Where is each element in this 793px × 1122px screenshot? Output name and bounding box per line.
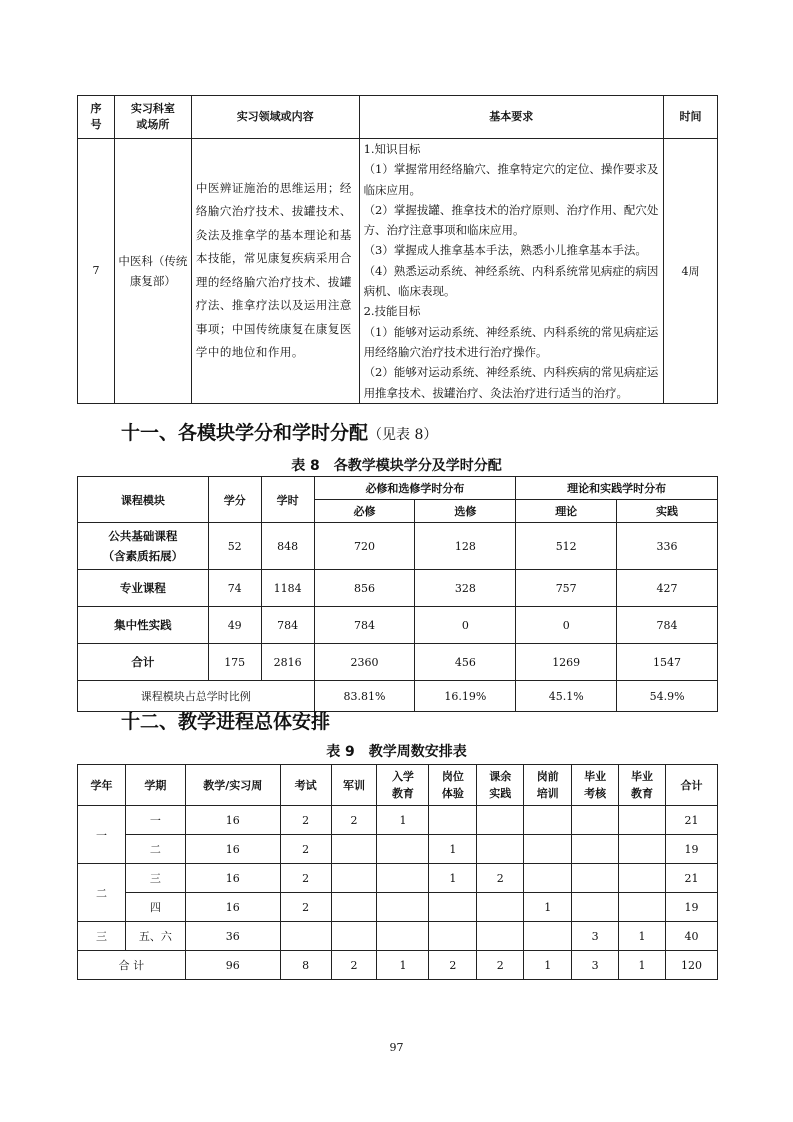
ratio-elective: 16.19% [415, 681, 516, 712]
table-total-row [78, 644, 718, 681]
table-total-row [78, 951, 718, 980]
row-cell: 19 [666, 893, 718, 922]
ratio-practice: 54.9% [617, 681, 718, 712]
header-module: 课程模块 [78, 477, 209, 523]
total-cell: 8 [280, 951, 331, 980]
row-cell [377, 835, 429, 864]
page-number: 97 [389, 1041, 404, 1054]
row-cell: 1 [429, 864, 477, 893]
req-line: （1）能够对运动系统、神经系统、内科系统的常见病症运用经络腧穴治疗技术进行治疗操作。 [363, 324, 659, 359]
row-cell: 2 [477, 864, 524, 893]
row-elective: 0 [415, 607, 516, 644]
header-military-training: 军训 [331, 765, 377, 806]
row-cell [377, 922, 429, 951]
ratio-theory: 45.1% [516, 681, 617, 712]
row-elective: 456 [415, 644, 516, 681]
row-theory: 512 [516, 523, 617, 570]
table-header-row [78, 765, 718, 806]
row-cell [331, 893, 377, 922]
row-cell [524, 922, 572, 951]
row-cell [477, 835, 524, 864]
row-elective: 128 [415, 523, 516, 570]
row-cell [619, 864, 666, 893]
table-header-row [78, 96, 718, 139]
row-cell: 21 [666, 864, 718, 893]
row-practice: 784 [617, 607, 718, 644]
header-exam: 考试 [280, 765, 331, 806]
header-pre-job-training: 岗前 培训 [524, 765, 572, 806]
table-header-row [78, 477, 718, 500]
row-credits: 49 [208, 607, 261, 644]
row-cell: 1 [524, 893, 572, 922]
table-row [78, 607, 718, 644]
row-cell: 2 [331, 806, 377, 835]
row-hours: 2816 [261, 644, 314, 681]
table-row [78, 922, 718, 951]
row-cell [477, 806, 524, 835]
row-cell: 2 [280, 864, 331, 893]
header-group-required-elective: 必修和选修学时分布 [314, 477, 516, 500]
teaching-weeks-table [77, 764, 718, 980]
row-cell: 16 [185, 835, 280, 864]
header-dept: 实习科室 或场所 [114, 96, 191, 139]
table-9-caption: 表 9 教学周数安排表 [326, 744, 467, 760]
row-no: 7 [78, 139, 115, 404]
row-year: 一 [78, 806, 126, 864]
header-group-theory-practice: 理论和实践学时分布 [516, 477, 718, 500]
row-cell [331, 864, 377, 893]
row-theory: 0 [516, 607, 617, 644]
header-practice: 实践 [617, 500, 718, 523]
req-line: （4）熟悉运动系统、神经系统、内科系统常见病症的病因病机、临床表现。 [363, 263, 659, 299]
row-cell: 2 [280, 893, 331, 922]
row-cell: 3 [572, 922, 619, 951]
req-line: （3）掌握成人推拿基本手法，熟悉小儿推拿基本手法。 [363, 243, 647, 258]
header-hours: 学时 [261, 477, 314, 523]
total-cell: 1 [524, 951, 572, 980]
section-11-note: （见表 8） [368, 427, 438, 443]
row-cell: 16 [185, 864, 280, 893]
ratio-required: 83.81% [314, 681, 415, 712]
row-time: 4周 [664, 139, 718, 404]
row-cell: 19 [666, 835, 718, 864]
row-cell [280, 922, 331, 951]
header-credits: 学分 [208, 477, 261, 523]
row-cell: 2 [280, 806, 331, 835]
header-extracurricular-practice: 课余 实践 [477, 765, 524, 806]
table-row [78, 139, 718, 404]
row-term: 三 [125, 864, 185, 893]
row-year: 三 [78, 922, 126, 951]
row-cell: 2 [280, 835, 331, 864]
row-content: 中医辨证施治的思维运用；经络腧穴治疗技术、拔罐技术、灸法及推拿学的基本理论和基本技能，常见康复疾病采用合理的经络腧穴治疗技术、拔罐疗法、推拿疗法以及运用注意事项；中国传统康复在康复医学中的地位和作用。 [191, 139, 359, 404]
row-theory: 757 [516, 570, 617, 607]
total-cell: 1 [619, 951, 666, 980]
header-theory: 理论 [516, 500, 617, 523]
row-hours: 784 [261, 607, 314, 644]
row-theory: 1269 [516, 644, 617, 681]
row-requirements [359, 139, 663, 404]
header-job-experience: 岗位 体验 [429, 765, 477, 806]
header-requirements: 基本要求 [359, 96, 663, 139]
header-total: 合计 [666, 765, 718, 806]
row-hours: 1184 [261, 570, 314, 607]
row-credits: 52 [208, 523, 261, 570]
row-cell [429, 893, 477, 922]
row-term: 五、六 [125, 922, 185, 951]
header-time: 时间 [664, 96, 718, 139]
row-elective: 328 [415, 570, 516, 607]
table-row [78, 523, 718, 570]
row-practice: 1547 [617, 644, 718, 681]
row-cell [477, 922, 524, 951]
header-year: 学年 [78, 765, 126, 806]
header-graduation-education: 毕业 教育 [619, 765, 666, 806]
total-cell: 120 [666, 951, 718, 980]
section-11-heading: 十一、各模块学分和学时分配（见表 8） [121, 422, 438, 444]
row-cell [377, 893, 429, 922]
row-required: 2360 [314, 644, 415, 681]
row-cell [572, 806, 619, 835]
total-cell: 2 [429, 951, 477, 980]
total-cell: 1 [377, 951, 429, 980]
row-credits: 74 [208, 570, 261, 607]
total-cell: 96 [185, 951, 280, 980]
row-practice: 427 [617, 570, 718, 607]
row-term: 一 [125, 806, 185, 835]
row-cell [331, 835, 377, 864]
header-elective: 选修 [415, 500, 516, 523]
module-credits-table [77, 476, 718, 712]
total-cell: 2 [477, 951, 524, 980]
req-line: 2.技能目标 [363, 304, 421, 319]
row-cell [572, 835, 619, 864]
row-cell [429, 806, 477, 835]
table-8-caption: 表 8 各教学模块学分及学时分配 [291, 458, 502, 474]
header-content: 实习领域或内容 [191, 96, 359, 139]
req-line: （1）掌握常用经络腧穴、推拿特定穴的定位、操作要求及临床应用。 [363, 162, 659, 197]
row-credits: 175 [208, 644, 261, 681]
row-cell [572, 864, 619, 893]
row-cell [619, 835, 666, 864]
header-no: 序 号 [78, 96, 115, 139]
table-row [78, 570, 718, 607]
req-line: 1.知识目标 [363, 142, 421, 156]
table-row [78, 864, 718, 893]
row-module: 合计 [78, 644, 209, 681]
header-term: 学期 [125, 765, 185, 806]
header-entrance-education: 入学 教育 [377, 765, 429, 806]
row-cell [524, 835, 572, 864]
row-required: 784 [314, 607, 415, 644]
row-cell: 36 [185, 922, 280, 951]
ratio-label: 课程模块占总学时比例 [78, 681, 315, 712]
row-cell: 16 [185, 893, 280, 922]
row-module: 专业课程 [78, 570, 209, 607]
row-module: 公共基础课程 （含素质拓展） [78, 523, 209, 570]
req-line: （2）掌握拔罐、推拿技术的治疗原则、治疗作用、配穴处方、治疗注意事项和临床应用。 [363, 202, 659, 238]
header-required: 必修 [314, 500, 415, 523]
row-year: 二 [78, 864, 126, 922]
row-cell [524, 806, 572, 835]
total-cell: 3 [572, 951, 619, 980]
total-cell: 2 [331, 951, 377, 980]
row-cell: 40 [666, 922, 718, 951]
row-cell [331, 922, 377, 951]
row-cell [477, 893, 524, 922]
row-required: 720 [314, 523, 415, 570]
req-line: （2）能够对运动系统、神经系统、内科疾病的常见病症运用推拿技术、拔罐治疗、灸法治疗进行适当的治疗。 [363, 365, 659, 400]
row-practice: 336 [617, 523, 718, 570]
row-dept: 中医科（传统康复部） [114, 139, 191, 404]
row-cell [377, 864, 429, 893]
header-teaching-weeks: 教学/实习周 [185, 765, 280, 806]
row-cell [619, 806, 666, 835]
table-row [78, 893, 718, 922]
row-cell: 1 [429, 835, 477, 864]
table-row [78, 806, 718, 835]
row-required: 856 [314, 570, 415, 607]
row-cell: 16 [185, 806, 280, 835]
total-label: 合 计 [78, 951, 186, 980]
header-graduation-assessment: 毕业 考核 [572, 765, 619, 806]
section-12-heading: 十二、教学进程总体安排 [121, 711, 331, 733]
row-cell [572, 893, 619, 922]
row-cell [619, 893, 666, 922]
table-row [78, 835, 718, 864]
row-term: 二 [125, 835, 185, 864]
row-cell [524, 864, 572, 893]
row-cell [429, 922, 477, 951]
row-cell: 21 [666, 806, 718, 835]
row-module: 集中性实践 [78, 607, 209, 644]
row-cell: 1 [377, 806, 429, 835]
row-hours: 848 [261, 523, 314, 570]
row-cell: 1 [619, 922, 666, 951]
internship-table [77, 95, 718, 404]
row-term: 四 [125, 893, 185, 922]
